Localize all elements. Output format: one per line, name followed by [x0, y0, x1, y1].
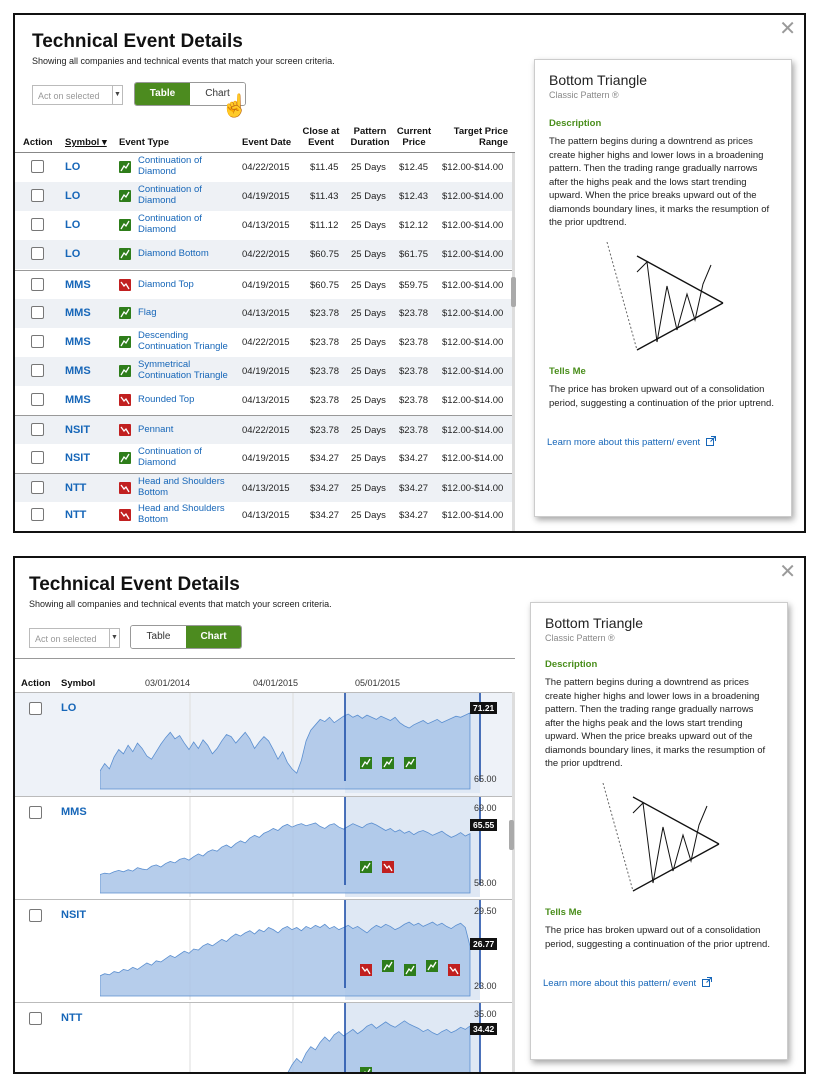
row-pattern-duration: 25 Days [351, 337, 386, 348]
header-close-at-event [301, 126, 341, 148]
row-pattern-duration: 25 Days [351, 510, 386, 521]
row-current-price: $23.78 [399, 425, 429, 436]
bottom-triangle-diagram [601, 783, 731, 898]
table-header [15, 119, 515, 153]
row-checkbox[interactable] [31, 247, 44, 260]
row-pattern-duration: 25 Days [351, 220, 386, 231]
row-event-type[interactable]: Head and Shoulders Bottom [138, 503, 225, 525]
bullish-pattern-icon [119, 219, 131, 231]
row-close-at-event: $11.43 [310, 191, 339, 202]
row-close-at-event: $23.78 [310, 395, 340, 406]
chart-toggle-button[interactable]: Chart [190, 83, 245, 105]
row-close-at-event: $23.78 [310, 366, 340, 377]
table-row [15, 386, 512, 415]
row-event-date: 04/19/2015 [242, 280, 290, 291]
bullish-pattern-icon[interactable] [360, 861, 372, 873]
row-target-range: $12.00-$14.00 [442, 425, 504, 436]
row-current-price: $23.78 [399, 366, 429, 377]
chart-view-panel [13, 556, 806, 1074]
row-event-date: 04/13/2015 [242, 483, 290, 494]
close-icon[interactable]: ✕ [779, 18, 796, 40]
table-row [15, 415, 512, 444]
row-pattern-duration: 25 Days [351, 191, 386, 202]
bearish-pattern-icon [119, 509, 131, 521]
row-current-price: $23.78 [399, 395, 429, 406]
bearish-pattern-icon [119, 482, 131, 494]
bullish-pattern-icon[interactable] [426, 960, 438, 972]
row-event-date: 04/13/2015 [242, 510, 290, 521]
row-symbol[interactable]: MMS [65, 279, 91, 291]
page-subtitle: Showing all companies and technical events that match your screen criteria. [29, 599, 332, 609]
row-event-date: 04/13/2015 [242, 308, 290, 319]
row-target-range: $12.00-$14.00 [442, 280, 504, 291]
classic-pattern-label: Classic Pattern ® [545, 633, 615, 643]
bullish-pattern-icon [119, 336, 131, 348]
bullish-pattern-icon [119, 452, 131, 464]
row-event-type[interactable]: Rounded Top [138, 394, 195, 405]
table-row [15, 357, 512, 386]
external-link-icon [706, 436, 716, 446]
row-target-range: $12.00-$14.00 [442, 249, 504, 260]
row-symbol[interactable]: NSIT [65, 452, 91, 464]
header-pattern-line1: Pattern [353, 126, 387, 137]
row-close-at-event: $34.27 [310, 483, 340, 494]
row-pattern-duration: 25 Days [351, 308, 386, 319]
row-target-range: $12.00-$14.00 [442, 337, 504, 348]
description-heading: Description [549, 118, 602, 129]
bullish-pattern-icon [119, 161, 131, 173]
table-row [15, 211, 512, 240]
header-symbol[interactable]: Symbol ▾ [65, 137, 107, 148]
act-on-selected-label: Act on selected [38, 91, 100, 101]
row-event-type[interactable]: Symmetrical Continuation Triangle [138, 359, 228, 381]
bearish-pattern-icon[interactable] [448, 964, 460, 976]
axis-high-label: 69.00 [474, 803, 497, 813]
table-row [15, 473, 512, 502]
row-event-date: 04/22/2015 [242, 425, 290, 436]
bullish-pattern-icon [119, 190, 131, 202]
row-target-range: $12.00-$14.00 [442, 366, 504, 377]
pattern-title: Bottom Triangle [545, 615, 644, 631]
header-pattern-line2: Duration [350, 137, 390, 148]
row-checkbox[interactable] [31, 508, 44, 521]
date-label: 03/01/2014 [145, 678, 191, 688]
bullish-pattern-icon[interactable] [404, 964, 416, 976]
row-symbol[interactable]: NSIT [61, 909, 87, 921]
header-target-line2: Range [478, 137, 508, 148]
row-symbol[interactable]: NTT [65, 482, 87, 494]
row-target-range: $12.00-$14.00 [442, 483, 504, 494]
tells-me-text: The price has broken upward out of a consolidation period, suggesting a continuation of the prior uptrend. [545, 925, 770, 950]
current-price-flag: 71.21 [470, 702, 497, 714]
current-price-flag: 34.42 [470, 1023, 497, 1035]
row-current-price: $34.27 [399, 510, 429, 521]
row-pattern-duration: 25 Days [351, 280, 386, 291]
bottom-triangle-diagram [605, 242, 735, 357]
row-target-range: $12.00-$14.00 [442, 308, 504, 319]
view-toggle [130, 625, 242, 649]
table-toggle-button[interactable]: Table [131, 626, 186, 648]
row-symbol[interactable]: NTT [65, 509, 87, 521]
hand-cursor-icon: ☝ [221, 93, 249, 118]
row-event-type[interactable]: Descending Continuation Triangle [138, 330, 228, 352]
row-checkbox[interactable] [29, 702, 42, 715]
row-target-range: $12.00-$14.00 [442, 191, 504, 202]
row-pattern-duration: 25 Days [351, 366, 386, 377]
row-current-price: $34.27 [399, 483, 429, 494]
vertical-scrollbar[interactable] [512, 153, 515, 533]
page-title: Technical Event Details [32, 31, 243, 52]
learn-more-label: Learn more about this pattern/ event [543, 978, 697, 989]
table-row [15, 444, 512, 473]
row-target-range: $12.00-$14.00 [442, 162, 504, 173]
row-event-date: 04/19/2015 [242, 366, 290, 377]
learn-more-link[interactable] [543, 977, 712, 989]
row-checkbox[interactable] [31, 451, 44, 464]
row-symbol[interactable]: MMS [61, 806, 87, 818]
row-event-type[interactable]: Diamond Bottom [138, 248, 209, 259]
row-symbol[interactable]: LO [65, 219, 81, 231]
date-label: 05/01/2015 [355, 678, 401, 688]
price-chart [100, 797, 500, 897]
row-checkbox[interactable] [31, 278, 44, 291]
row-current-price: $61.75 [399, 249, 429, 260]
chart-header-symbol: Symbol [61, 678, 96, 689]
row-event-date: 04/13/2015 [242, 220, 290, 231]
chart-row [15, 1002, 512, 1074]
row-close-at-event: $11.45 [310, 162, 339, 173]
chart-toggle-button[interactable]: Chart [186, 626, 241, 648]
bullish-pattern-icon[interactable] [404, 757, 416, 769]
pattern-info-panel [534, 59, 792, 517]
row-event-date: 04/19/2015 [242, 453, 290, 464]
date-label: 04/01/2015 [253, 678, 299, 688]
row-event-type[interactable]: Pennant [138, 424, 174, 435]
bullish-pattern-icon [119, 365, 131, 377]
chart-header-divider [15, 658, 515, 659]
row-checkbox[interactable] [29, 1012, 42, 1025]
current-price-flag: 65.55 [470, 819, 497, 831]
row-event-date: 04/22/2015 [242, 249, 290, 260]
learn-more-label: Learn more about this pattern/ event [547, 437, 701, 448]
row-current-price: $34.27 [399, 453, 429, 464]
row-event-type[interactable]: Continuation of Diamond [138, 155, 202, 177]
row-pattern-duration: 25 Days [351, 453, 386, 464]
header-pattern-duration [348, 126, 392, 148]
row-current-price: $12.45 [399, 162, 429, 173]
header-current-line2: Price [402, 137, 426, 148]
header-target-line1: Target Price [453, 126, 508, 137]
header-action: Action [23, 137, 53, 148]
row-pattern-duration: 25 Days [351, 425, 386, 436]
bearish-pattern-icon[interactable] [360, 964, 372, 976]
row-target-range: $12.00-$14.00 [442, 395, 504, 406]
bullish-pattern-icon[interactable] [382, 960, 394, 972]
learn-more-link[interactable] [547, 436, 716, 448]
pattern-title: Bottom Triangle [549, 72, 648, 88]
row-close-at-event: $23.78 [310, 308, 340, 319]
row-close-at-event: $23.78 [310, 425, 340, 436]
row-symbol[interactable]: MMS [65, 394, 91, 406]
page-title: Technical Event Details [29, 574, 240, 595]
description-text: The pattern begins during a downtrend as prices create higher highs and lower lows in a broadening pattern. Then the trading range gradually narrows after the highs peak and the lows start trending upward. When the price breaks upward out of the diamonds boundary lines, it marks the resumption of the prior updtrend. [549, 136, 770, 228]
row-current-price: $23.78 [399, 308, 429, 319]
row-event-date: 04/19/2015 [242, 191, 290, 202]
row-symbol[interactable]: MMS [65, 365, 91, 377]
chart-row [15, 796, 512, 900]
row-current-price: $12.12 [399, 220, 429, 231]
chevron-down-icon: ▼ [112, 86, 122, 104]
row-checkbox[interactable] [29, 806, 42, 819]
table-row [15, 299, 512, 328]
row-close-at-event: $60.75 [310, 249, 340, 260]
table-row [15, 240, 512, 269]
table-row [15, 153, 512, 182]
close-icon[interactable]: ✕ [779, 561, 796, 583]
pattern-info-panel [530, 602, 788, 1060]
axis-high-label: 35.00 [474, 1009, 497, 1019]
scrollbar-thumb[interactable] [509, 820, 514, 850]
row-target-range: $12.00-$14.00 [442, 453, 504, 464]
row-event-date: 04/22/2015 [242, 337, 290, 348]
row-target-range: $12.00-$14.00 [442, 220, 504, 231]
bearish-pattern-icon[interactable] [382, 861, 394, 873]
description-text: The pattern begins during a downtrend as prices create higher highs and lower lows in a broadening pattern. Then the trading range gradually narrows after the highs peak and the lows start trending upward. When the price breaks upward out of the diamonds boundary lines, it marks the resumption of the prior updtrend. [545, 677, 766, 769]
header-close-line2: Event [308, 137, 334, 148]
row-symbol[interactable]: NSIT [65, 424, 91, 436]
table-view-panel [13, 13, 806, 533]
row-event-date: 04/22/2015 [242, 162, 290, 173]
row-checkbox[interactable] [31, 364, 44, 377]
bullish-pattern-icon[interactable] [382, 757, 394, 769]
bearish-pattern-icon [119, 279, 131, 291]
row-checkbox[interactable] [31, 306, 44, 319]
row-checkbox[interactable] [31, 189, 44, 202]
price-chart [100, 1003, 500, 1074]
page-subtitle: Showing all companies and technical events that match your screen criteria. [32, 56, 335, 66]
row-checkbox[interactable] [31, 423, 44, 436]
chart-row [15, 899, 512, 1003]
header-current-price [394, 126, 434, 148]
row-symbol[interactable]: LO [65, 248, 81, 260]
row-event-type[interactable]: Flag [138, 307, 157, 318]
table-row [15, 270, 512, 299]
row-checkbox[interactable] [31, 160, 44, 173]
row-event-type[interactable]: Diamond Top [138, 279, 194, 290]
price-area-series [100, 713, 470, 789]
header-current-line1: Current [396, 126, 432, 137]
row-current-price: $23.78 [399, 337, 429, 348]
row-symbol[interactable]: LO [61, 702, 77, 714]
row-symbol[interactable]: MMS [65, 336, 91, 348]
tells-me-heading: Tells Me [545, 907, 582, 918]
table-row [15, 328, 512, 357]
table-toggle-button[interactable]: Table [135, 83, 190, 105]
row-pattern-duration: 25 Days [351, 483, 386, 494]
row-close-at-event: $60.75 [310, 280, 340, 291]
vertical-scrollbar[interactable] [512, 692, 515, 1074]
act-on-selected-label: Act on selected [35, 634, 97, 644]
row-symbol[interactable]: LO [65, 190, 81, 202]
row-symbol[interactable]: LO [65, 161, 81, 173]
price-area-series [100, 922, 470, 996]
row-pattern-duration: 25 Days [351, 395, 386, 406]
row-checkbox[interactable] [29, 909, 42, 922]
row-event-type[interactable]: Continuation of Diamond [138, 184, 202, 206]
row-symbol[interactable]: MMS [65, 307, 91, 319]
row-current-price: $59.75 [399, 280, 429, 291]
row-event-type[interactable]: Continuation of Diamond [138, 446, 202, 468]
chevron-down-icon: ▼ [109, 629, 119, 647]
row-close-at-event: $11.12 [310, 220, 339, 231]
row-checkbox[interactable] [31, 218, 44, 231]
row-symbol[interactable]: NTT [61, 1012, 83, 1024]
row-current-price: $12.43 [399, 191, 429, 202]
external-link-icon [702, 977, 712, 987]
row-event-type[interactable]: Head and Shoulders Bottom [138, 476, 225, 498]
classic-pattern-label: Classic Pattern ® [549, 90, 619, 100]
bearish-pattern-icon [119, 424, 131, 436]
row-target-range: $12.00-$14.00 [442, 510, 504, 521]
axis-low-label: 23.00 [474, 981, 497, 991]
row-pattern-duration: 25 Days [351, 162, 386, 173]
header-event-date: Event Date [242, 137, 292, 148]
row-close-at-event: $34.27 [310, 510, 340, 521]
bullish-pattern-icon [119, 307, 131, 319]
bullish-pattern-icon[interactable] [360, 757, 372, 769]
row-checkbox[interactable] [31, 481, 44, 494]
scrollbar-thumb[interactable] [511, 277, 516, 307]
chart-header-action: Action [21, 678, 51, 689]
act-on-selected-dropdown[interactable] [32, 85, 123, 105]
bearish-pattern-icon [119, 394, 131, 406]
table-row [15, 501, 512, 530]
row-close-at-event: $34.27 [310, 453, 340, 464]
current-price-flag: 26.77 [470, 938, 497, 950]
row-checkbox[interactable] [31, 393, 44, 406]
bullish-pattern-icon [119, 248, 131, 260]
description-heading: Description [545, 659, 598, 670]
price-chart [100, 900, 500, 1000]
act-on-selected-dropdown[interactable] [29, 628, 120, 648]
bullish-pattern-icon[interactable] [360, 1067, 372, 1074]
table-row [15, 182, 512, 211]
row-event-date: 04/13/2015 [242, 395, 290, 406]
tells-me-text: The price has broken upward out of a consolidation period, suggesting a continuation of the prior uptrend. [549, 384, 774, 409]
price-chart [100, 693, 500, 793]
row-close-at-event: $23.78 [310, 337, 340, 348]
axis-low-label: 65.00 [474, 774, 497, 784]
row-checkbox[interactable] [31, 335, 44, 348]
chart-row [15, 692, 512, 796]
axis-low-label: 58.00 [474, 878, 497, 888]
header-target-price-range [440, 126, 508, 148]
header-close-line1: Close at [302, 126, 340, 137]
tells-me-heading: Tells Me [549, 366, 586, 377]
axis-high-label: 29.50 [474, 906, 497, 916]
header-event-type: Event Type [119, 137, 169, 148]
row-pattern-duration: 25 Days [351, 249, 386, 260]
row-event-type[interactable]: Continuation of Diamond [138, 213, 202, 235]
